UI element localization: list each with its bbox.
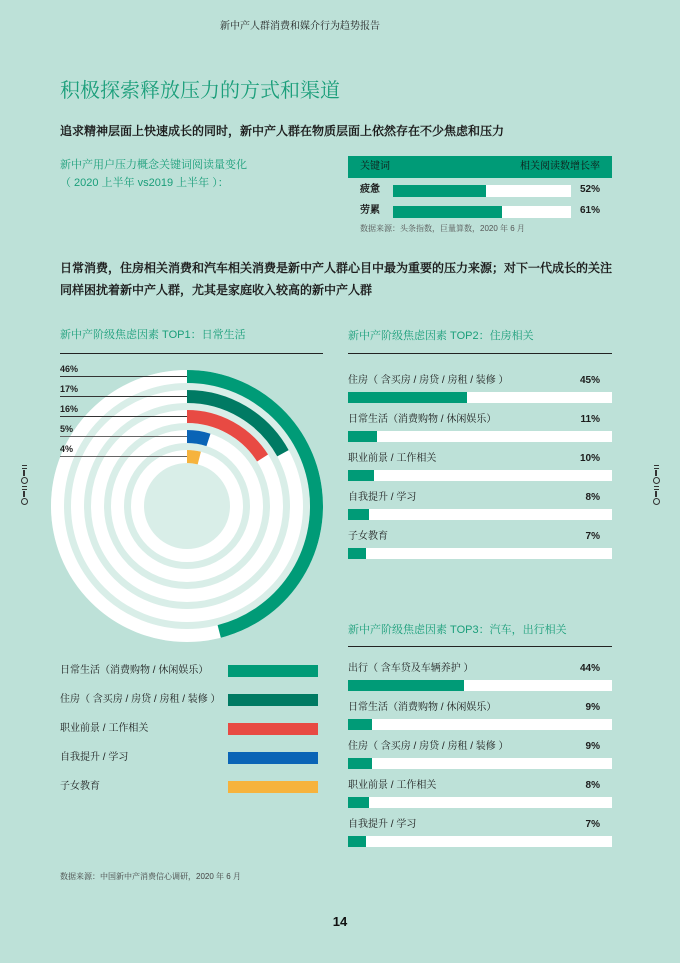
survey-source: 数据来源：中国新中产消费信心调研，2020 年 6 月: [60, 872, 241, 881]
bar-track: [348, 470, 612, 481]
ring-value-label: 5%: [60, 424, 74, 434]
bar-item: [348, 700, 612, 739]
bar-fill: [348, 719, 372, 730]
bar-label: 出行（ 含车贷及车辆养护 ）: [348, 663, 474, 674]
bar-item: [348, 739, 612, 778]
top3-bar-chart: [348, 661, 612, 856]
legend-swatch: [228, 781, 318, 793]
bar-label: 职业前景 / 工作相关: [348, 780, 437, 791]
top3-divider: [348, 646, 612, 647]
bar-fill: [348, 836, 366, 847]
bar-label: 日常生活（消费购物 / 休闲娱乐）: [348, 414, 497, 425]
top2-bar-chart: [348, 373, 612, 568]
bar-value: 7%: [585, 819, 600, 830]
page-number: 14: [332, 914, 348, 929]
keyword-row: [348, 178, 612, 199]
left-side-ornament-icon: [20, 465, 28, 507]
keyword-bar-fill: [393, 206, 502, 218]
ring-value-label: 46%: [60, 364, 79, 374]
keyword-growth-table: [348, 156, 612, 233]
legend-label: 日常生活（消费购物 / 休闲娱乐）: [60, 665, 209, 676]
keyword-label: 劳累: [360, 205, 380, 216]
bar-value: 8%: [585, 780, 600, 791]
bar-value: 7%: [585, 531, 600, 542]
top1-heading: 新中产阶级焦虑因素 TOP1：日常生活: [60, 329, 246, 341]
bar-value: 45%: [579, 375, 600, 386]
top3-heading: 新中产阶级焦虑因素 TOP3：汽车，出行相关: [348, 624, 567, 636]
bar-value: 11%: [580, 414, 600, 425]
ring-arc-children-education: [187, 457, 199, 459]
bar-fill: [348, 797, 369, 808]
ring-value-label: 16%: [60, 404, 79, 414]
keyword-source: 数据来源：头条指数，巨量算数，2020 年 6 月: [360, 224, 525, 233]
bar-fill: [348, 470, 374, 481]
legend-label: 职业前景 / 工作相关: [60, 723, 149, 734]
bar-item: [348, 817, 612, 856]
bar-value: 9%: [585, 702, 600, 713]
bar-item: [348, 412, 612, 451]
keyword-table-header: [348, 156, 612, 178]
legend-swatch: [228, 752, 318, 764]
keyword-caption-line1: 新中产用户压力概念关键词阅读量变化: [60, 159, 247, 171]
legend-item: [60, 693, 318, 722]
bar-track: [348, 392, 612, 403]
bar-label: 住房（ 含买房 / 房贷 / 房租 / 装修 ）: [348, 741, 509, 752]
top1-radial-chart: [40, 360, 330, 650]
bar-track: [348, 836, 612, 847]
bar-item: [348, 778, 612, 817]
ring-value-label: 17%: [60, 384, 79, 394]
legend-swatch: [228, 665, 318, 677]
bar-fill: [348, 548, 366, 559]
bar-fill: [348, 509, 369, 520]
keyword-value: 61%: [579, 205, 600, 216]
report-title: 新中产人群消费和媒介行为趋势报告: [220, 21, 380, 32]
ring-leader-line: [60, 456, 187, 457]
ring-value-label: 4%: [60, 444, 74, 454]
keyword-value: 52%: [579, 184, 600, 195]
legend-item: [60, 751, 318, 780]
bar-track: [348, 431, 612, 442]
bar-value: 44%: [579, 663, 600, 674]
bar-value: 10%: [579, 453, 600, 464]
bar-track: [348, 509, 612, 520]
legend-item: [60, 780, 318, 809]
legend-label: 子女教育: [60, 781, 100, 792]
bar-item: [348, 373, 612, 412]
bar-track: [348, 758, 612, 769]
top1-divider: [60, 353, 323, 354]
bar-fill: [348, 680, 464, 691]
keyword-bar-track: [393, 185, 571, 197]
bar-label: 子女教育: [348, 531, 388, 542]
bar-fill: [348, 392, 467, 403]
bar-label: 自我提升 / 学习: [348, 819, 417, 830]
summary-paragraph: 日常消费，住房相关消费和汽车相关消费是新中产人群心目中最为重要的压力来源；对下一代成长的关注同样困扰着新中产人群，尤其是家庭收入较高的新中产人群: [60, 261, 613, 297]
keyword-label: 疲惫: [360, 184, 380, 195]
keyword-row: [348, 199, 612, 220]
top1-legend: [60, 664, 318, 809]
bar-value: 8%: [585, 492, 600, 503]
bar-value: 9%: [585, 741, 600, 752]
bar-item: [348, 451, 612, 490]
bar-item: [348, 490, 612, 529]
ring-arc-self-improvement: [187, 437, 208, 440]
bar-track: [348, 680, 612, 691]
legend-label: 住房（ 含买房 / 房贷 / 房租 / 装修 ）: [60, 694, 221, 705]
ring-leader-line: [60, 436, 187, 437]
column-growth: 相关阅读数增长率: [520, 161, 600, 172]
page-title: 积极探索释放压力的方式和渠道: [60, 80, 340, 102]
bar-track: [348, 797, 612, 808]
page-subtitle: 追求精神层面上快速成长的同时，新中产人群在物质层面上依然存在不少焦虑和压力: [60, 124, 505, 138]
bar-item: [348, 661, 612, 700]
keyword-caption-line2: （ 2020 上半年 vs2019 上半年 ）：: [60, 177, 229, 189]
bar-fill: [348, 758, 372, 769]
bar-track: [348, 548, 612, 559]
legend-swatch: [228, 723, 318, 735]
right-side-ornament-icon: [652, 465, 660, 507]
bar-label: 住房（ 含买房 / 房贷 / 房租 / 装修 ）: [348, 375, 509, 386]
ring-leader-line: [60, 396, 187, 397]
legend-item: [60, 722, 318, 751]
bar-label: 日常生活（消费购物 / 休闲娱乐）: [348, 702, 497, 713]
top2-divider: [348, 353, 612, 354]
bar-item: [348, 529, 612, 568]
legend-item: [60, 664, 318, 693]
keyword-bar-track: [393, 206, 571, 218]
bar-label: 职业前景 / 工作相关: [348, 453, 437, 464]
top2-heading: 新中产阶级焦虑因素 TOP2：住房相关: [348, 330, 534, 342]
bar-fill: [348, 431, 377, 442]
legend-swatch: [228, 694, 318, 706]
bar-track: [348, 719, 612, 730]
keyword-bar-fill: [393, 185, 486, 197]
bar-label: 自我提升 / 学习: [348, 492, 417, 503]
ring-leader-line: [60, 416, 187, 417]
ring-leader-line: [60, 376, 187, 377]
column-keyword: 关键词: [360, 161, 390, 172]
legend-label: 自我提升 / 学习: [60, 752, 129, 763]
keyword-caption: [60, 156, 247, 192]
